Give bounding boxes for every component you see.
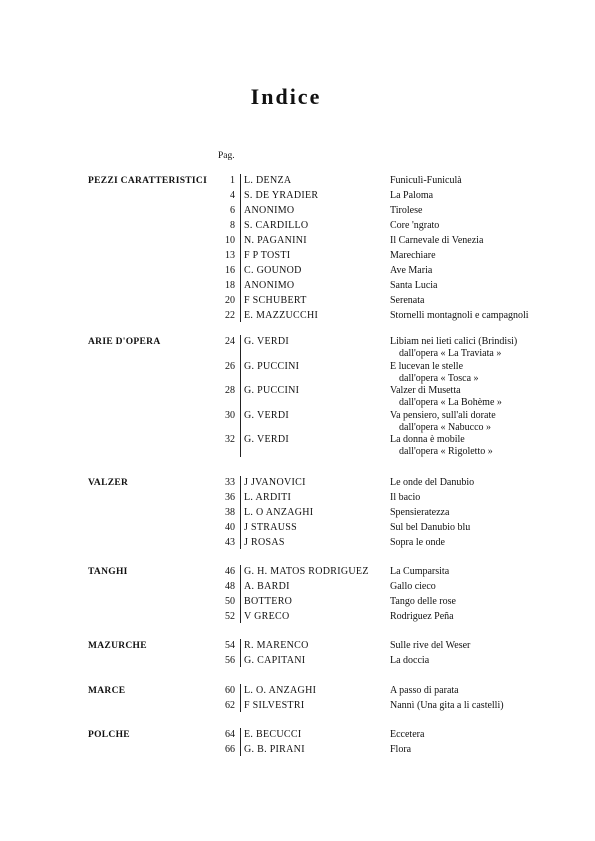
piece-title (390, 361, 479, 385)
composer-name: L. O ANZAGHI (244, 507, 314, 518)
piece-title-text: Il bacio (390, 492, 421, 503)
composer-name: J STRAUSS (244, 522, 297, 533)
page-number: 56 (225, 655, 235, 666)
composer-name: L. O. ANZAGHI (244, 685, 317, 696)
composer-name: J ROSAS (244, 537, 285, 548)
column-rule (240, 174, 241, 322)
piece-title-text: Le onde del Danubio (390, 477, 475, 488)
page-title: Indice (250, 84, 322, 109)
piece-title-text: La donna è mobile (390, 434, 465, 445)
piece-title-text: Spensieratezza (390, 507, 450, 518)
piece-title-text: Il Carnevale di Venezia (390, 235, 484, 246)
piece-title (390, 385, 502, 409)
page-number: 16 (225, 265, 235, 276)
piece-title (390, 537, 445, 549)
page-number: 6 (230, 205, 235, 216)
section-heading: TANGHI (88, 567, 128, 577)
page-number: 36 (225, 492, 235, 503)
composer-name: ANONIMO (244, 205, 295, 216)
piece-title-text: Marechiare (390, 250, 436, 261)
piece-title (390, 566, 449, 578)
piece-title-text: Gallo cieco (390, 581, 436, 592)
piece-title-text: La Cumparsita (390, 566, 450, 577)
column-rule (240, 565, 241, 623)
page-number: 20 (225, 295, 235, 306)
piece-title-text: Tango delle rose (390, 596, 456, 607)
opera-source: dall'opera « Tosca » (399, 372, 479, 384)
page-number: 28 (225, 385, 235, 396)
piece-title-text: La Paloma (390, 190, 434, 201)
opera-source: dall'opera « Rigoletto » (399, 446, 493, 457)
piece-title (390, 522, 470, 534)
piece-title (390, 477, 474, 489)
page-number: 50 (225, 596, 235, 607)
piece-title (390, 310, 529, 322)
page-number: 43 (225, 537, 235, 548)
composer-name: A. BARDI (244, 581, 290, 592)
composer-name: S. DE YRADIER (244, 190, 319, 201)
piece-title (390, 235, 483, 247)
composer-name: R. MARENCO (244, 640, 309, 651)
section-heading: VALZER (88, 478, 129, 488)
composer-name: G. PUCCINI (244, 385, 300, 396)
composer-name: ANONIMO (244, 280, 295, 291)
piece-title-text: La doccia (390, 655, 430, 666)
piece-title (390, 250, 436, 262)
piece-title (390, 729, 424, 741)
page-number: 38 (225, 507, 235, 518)
opera-source: dall'opera « Nabucco » (399, 421, 492, 433)
page-number: 60 (225, 685, 235, 696)
page-number: 33 (225, 477, 235, 488)
piece-title-text: Sopra le onde (390, 537, 445, 548)
composer-name: G. CAPITANI (244, 655, 306, 666)
composer-name: N. PAGANINI (244, 235, 307, 246)
piece-title (390, 265, 432, 277)
page-number: 10 (225, 235, 235, 246)
piece-title (390, 190, 433, 202)
column-rule (240, 728, 241, 756)
section-heading: ARIE D'OPERA (88, 337, 161, 347)
piece-title (390, 700, 504, 712)
page-number: 40 (225, 522, 235, 533)
piece-title-text: E lucevan le stelle (390, 360, 464, 372)
composer-name: G. VERDI (244, 336, 289, 347)
piece-title (390, 596, 456, 608)
composer-name: L. ARDITI (244, 492, 292, 503)
piece-title (390, 205, 422, 217)
piece-title-text: Sulle rive del Weser (390, 640, 471, 651)
piece-title (390, 640, 470, 652)
composer-name: G. VERDI (244, 409, 289, 421)
page-number: 66 (225, 744, 235, 755)
composer-name: G. PUCCINI (244, 360, 300, 372)
page-number: 32 (225, 434, 235, 445)
composer-name: E. MAZZUCCHI (244, 310, 319, 321)
page-number: 22 (225, 310, 235, 321)
piece-title-text: Va pensiero, sull'ali dorate (390, 409, 496, 421)
piece-title-text: Core 'ngrato (390, 220, 440, 231)
piece-title-text: Tirolese (390, 205, 423, 216)
piece-title-text: Flora (390, 744, 412, 755)
composer-name: F P TOSTI (244, 250, 291, 261)
page-number: 52 (225, 611, 235, 622)
page-number: 8 (230, 220, 235, 231)
piece-title (390, 507, 449, 519)
piece-title-text: Funiculì-Funiculà (390, 175, 462, 186)
section-heading: MAZURCHE (88, 641, 147, 651)
piece-title (390, 410, 496, 434)
piece-title (390, 611, 454, 623)
piece-title-text: Eccetera (390, 729, 425, 740)
piece-title (390, 492, 420, 504)
column-rule (240, 335, 241, 457)
composer-name: J JVANOVICI (244, 477, 306, 488)
page-number: 4 (230, 190, 235, 201)
page-column-label: Pag. (218, 151, 235, 161)
page-number: 48 (225, 581, 235, 592)
opera-source: dall'opera « La Traviata » (399, 348, 502, 359)
piece-title (390, 434, 493, 458)
piece-title (390, 175, 462, 187)
page-number: 26 (225, 360, 235, 372)
piece-title-text: Sul bel Danubio blu (390, 522, 471, 533)
composer-name: C. GOUNOD (244, 265, 302, 276)
page-number: 46 (225, 566, 235, 577)
page-number: 13 (225, 250, 235, 261)
piece-title (390, 295, 424, 307)
page-number: 1 (230, 175, 235, 186)
composer-name: G. H. MATOS RODRIGUEZ (244, 566, 369, 577)
composer-name: S. CARDILLO (244, 220, 309, 231)
composer-name: BOTTERO (244, 596, 293, 607)
page-number: 18 (225, 280, 235, 291)
section-heading: PEZZI CARATTERISTICI (88, 176, 208, 186)
piece-title (390, 220, 439, 232)
piece-title-text: Serenata (390, 295, 425, 306)
column-rule (240, 684, 241, 712)
composer-name: G. VERDI (244, 434, 289, 445)
piece-title-text: Valzer di Musetta (390, 385, 461, 396)
piece-title (390, 280, 437, 292)
section-heading: MARCE (88, 686, 126, 696)
composer-name: G. B. PIRANI (244, 744, 305, 755)
page-number: 54 (225, 640, 235, 651)
composer-name: F SCHUBERT (244, 295, 307, 306)
piece-title-text: Libiam nei lieti calici (Brindisi) (390, 336, 518, 347)
column-rule (240, 639, 241, 667)
page-number: 64 (225, 729, 235, 740)
composer-name: F SILVESTRI (244, 700, 305, 711)
column-rule (240, 476, 241, 549)
composer-name: L. DENZA (244, 175, 292, 186)
piece-title-text: Nannì (Una gita a li castelli) (390, 700, 504, 711)
piece-title (390, 655, 429, 667)
piece-title (390, 581, 436, 593)
piece-title-text: Stornelli montagnoli e campagnoli (390, 310, 529, 321)
page-number: 30 (225, 409, 235, 421)
composer-name: V GRECO (244, 611, 290, 622)
section-heading: POLCHE (88, 730, 130, 740)
page-number: 62 (225, 700, 235, 711)
composer-name: E. BECUCCI (244, 729, 302, 740)
piece-title-text: Santa Lucia (390, 280, 438, 291)
piece-title-text: A passo di parata (390, 685, 459, 696)
piece-title-text: Rodriguez Peña (390, 611, 454, 622)
piece-title (390, 685, 459, 697)
page-number: 24 (225, 336, 235, 347)
piece-title (390, 744, 411, 756)
piece-title-text: Ave Maria (390, 265, 433, 276)
piece-title (390, 336, 517, 360)
opera-source: dall'opera « La Bohème » (399, 397, 502, 408)
